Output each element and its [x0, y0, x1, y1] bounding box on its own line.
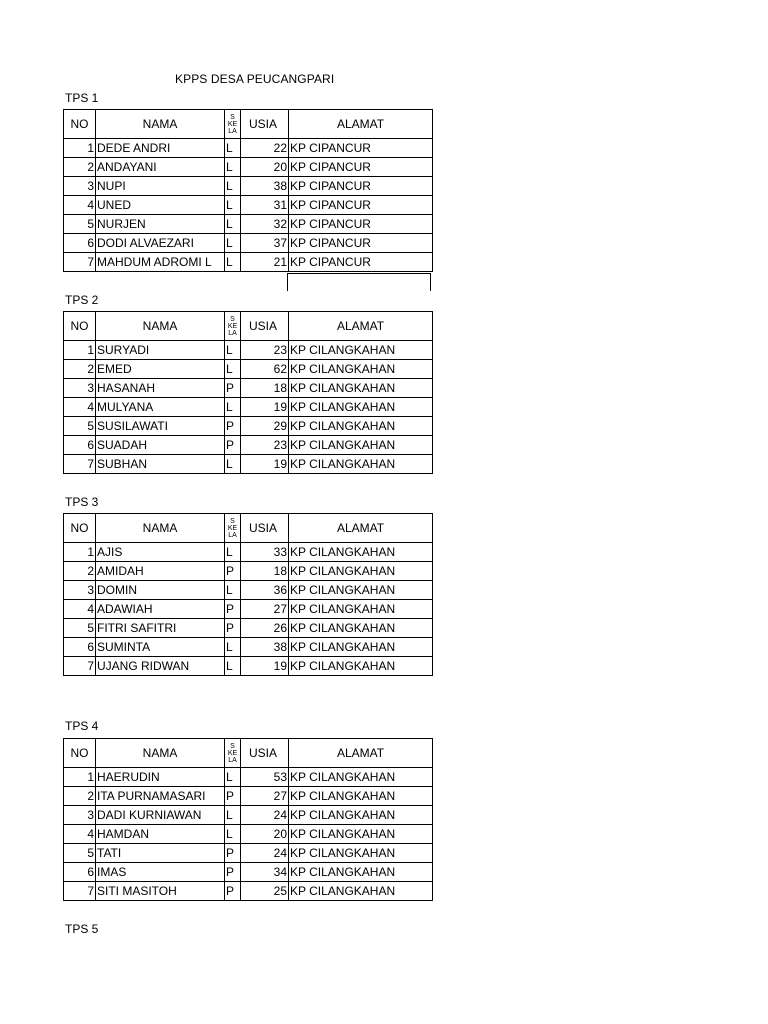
cell-nama: UNED [96, 196, 225, 215]
cell-usia: 27 [241, 600, 289, 619]
cell-alamat: KP CIPANCUR [289, 196, 433, 215]
header-jk-line: LA [228, 756, 237, 764]
cell-usia: 33 [241, 543, 289, 562]
cell-jenis-kelamin: P [225, 882, 241, 901]
cell-alamat: KP CIPANCUR [289, 234, 433, 253]
kpps-table [63, 109, 433, 272]
cell-usia: 18 [241, 379, 289, 398]
cell-nama: SUBHAN [96, 455, 225, 474]
header-nama: NAMA [96, 110, 225, 139]
cell-jenis-kelamin: P [225, 844, 241, 863]
cell-nama: AJIS [96, 543, 225, 562]
table-header-row [64, 110, 433, 139]
table-header-row [64, 514, 433, 543]
table-row [64, 863, 433, 882]
header-jk-line: S [230, 113, 235, 121]
cell-no: 2 [64, 562, 96, 581]
table-row [64, 158, 433, 177]
cell-alamat: KP CILANGKAHAN [289, 398, 433, 417]
header-alamat: ALAMAT [289, 739, 433, 768]
kpps-table [63, 311, 433, 474]
cell-usia: 22 [241, 139, 289, 158]
cell-alamat: KP CILANGKAHAN [289, 379, 433, 398]
table-row [64, 379, 433, 398]
table-row [64, 882, 433, 901]
cell-usia: 19 [241, 398, 289, 417]
cell-usia: 25 [241, 882, 289, 901]
cell-no: 1 [64, 139, 96, 158]
cell-jenis-kelamin: P [225, 619, 241, 638]
header-jk-line: KE [227, 749, 238, 757]
table-row [64, 638, 433, 657]
cell-no: 3 [64, 806, 96, 825]
cell-alamat: KP CILANGKAHAN [289, 882, 433, 901]
cell-alamat: KP CILANGKAHAN [289, 600, 433, 619]
cell-jenis-kelamin: P [225, 600, 241, 619]
cell-no: 3 [64, 177, 96, 196]
cell-jenis-kelamin: L [225, 139, 241, 158]
table-row [64, 177, 433, 196]
header-jk-line: S [230, 315, 235, 323]
cell-usia: 21 [241, 253, 289, 272]
table-row [64, 600, 433, 619]
tps-label: TPS 5 [65, 922, 99, 936]
cell-alamat: KP CILANGKAHAN [289, 619, 433, 638]
cell-no: 3 [64, 379, 96, 398]
header-jenis-kelamin [225, 110, 241, 139]
cell-jenis-kelamin: P [225, 863, 241, 882]
cell-jenis-kelamin: L [225, 543, 241, 562]
cell-nama: HASANAH [96, 379, 225, 398]
cell-usia: 26 [241, 619, 289, 638]
cell-no: 5 [64, 619, 96, 638]
cell-no: 4 [64, 398, 96, 417]
cell-alamat: KP CILANGKAHAN [289, 863, 433, 882]
table-header-row [64, 312, 433, 341]
cell-no: 5 [64, 844, 96, 863]
header-usia: USIA [241, 312, 289, 341]
cell-no: 4 [64, 196, 96, 215]
header-nama: NAMA [96, 312, 225, 341]
cell-nama: ADAWIAH [96, 600, 225, 619]
cell-alamat: KP CIPANCUR [289, 158, 433, 177]
cell-alamat: KP CIPANCUR [289, 139, 433, 158]
tps-label: TPS 3 [65, 495, 99, 509]
cell-nama: IMAS [96, 863, 225, 882]
cell-no: 6 [64, 638, 96, 657]
cell-jenis-kelamin: L [225, 234, 241, 253]
cell-no: 1 [64, 768, 96, 787]
cell-no: 6 [64, 863, 96, 882]
table-row [64, 215, 433, 234]
cell-alamat: KP CILANGKAHAN [289, 844, 433, 863]
cell-no: 1 [64, 341, 96, 360]
cell-jenis-kelamin: L [225, 806, 241, 825]
cell-alamat: KP CIPANCUR [289, 253, 433, 272]
header-jk-line: S [230, 517, 235, 525]
header-usia: USIA [241, 514, 289, 543]
cell-jenis-kelamin: L [225, 360, 241, 379]
cell-no: 1 [64, 543, 96, 562]
cell-nama: SURYADI [96, 341, 225, 360]
table-row [64, 417, 433, 436]
cell-usia: 24 [241, 844, 289, 863]
table-row [64, 844, 433, 863]
cell-no: 5 [64, 215, 96, 234]
table-row [64, 619, 433, 638]
table-row [64, 360, 433, 379]
cell-nama: HAMDAN [96, 825, 225, 844]
cell-jenis-kelamin: L [225, 196, 241, 215]
cell-no: 2 [64, 360, 96, 379]
cell-nama: SITI MASITOH [96, 882, 225, 901]
cell-jenis-kelamin: L [225, 581, 241, 600]
cell-nama: DODI ALVAEZARI [96, 234, 225, 253]
header-jenis-kelamin [225, 514, 241, 543]
cell-nama: ANDAYANI [96, 158, 225, 177]
cell-usia: 37 [241, 234, 289, 253]
cell-alamat: KP CIPANCUR [289, 177, 433, 196]
cell-alamat: KP CILANGKAHAN [289, 806, 433, 825]
cell-usia: 20 [241, 825, 289, 844]
header-jk-line: LA [228, 329, 237, 337]
cell-jenis-kelamin: L [225, 341, 241, 360]
header-jk-line: LA [228, 127, 237, 135]
cell-nama: DADI KURNIAWAN [96, 806, 225, 825]
cell-alamat: KP CILANGKAHAN [289, 341, 433, 360]
cell-jenis-kelamin: P [225, 379, 241, 398]
header-no: NO [64, 312, 96, 341]
table-row [64, 562, 433, 581]
cell-nama: MULYANA [96, 398, 225, 417]
cell-jenis-kelamin: L [225, 398, 241, 417]
header-nama: NAMA [96, 739, 225, 768]
cell-no: 7 [64, 882, 96, 901]
cell-jenis-kelamin: P [225, 417, 241, 436]
cell-nama: HAERUDIN [96, 768, 225, 787]
cell-no: 5 [64, 417, 96, 436]
cell-usia: 19 [241, 657, 289, 676]
table-row [64, 341, 433, 360]
cell-jenis-kelamin: L [225, 638, 241, 657]
table-row [64, 543, 433, 562]
cell-usia: 19 [241, 455, 289, 474]
cell-alamat: KP CILANGKAHAN [289, 787, 433, 806]
cell-usia: 23 [241, 436, 289, 455]
header-jk-line: KE [227, 322, 238, 330]
cell-nama: TATI [96, 844, 225, 863]
cell-alamat: KP CILANGKAHAN [289, 562, 433, 581]
cell-alamat: KP CILANGKAHAN [289, 417, 433, 436]
cell-nama: SUMINTA [96, 638, 225, 657]
header-alamat: ALAMAT [289, 312, 433, 341]
cell-usia: 20 [241, 158, 289, 177]
cell-alamat: KP CILANGKAHAN [289, 455, 433, 474]
cell-jenis-kelamin: P [225, 787, 241, 806]
cell-usia: 23 [241, 341, 289, 360]
table-row [64, 581, 433, 600]
cell-usia: 36 [241, 581, 289, 600]
cell-nama: MAHDUM ADROMI L [96, 253, 225, 272]
cell-alamat: KP CIPANCUR [289, 215, 433, 234]
header-jk-line: S [230, 742, 235, 750]
header-nama: NAMA [96, 514, 225, 543]
table-row [64, 436, 433, 455]
cell-usia: 29 [241, 417, 289, 436]
table-row [64, 806, 433, 825]
table-row [64, 787, 433, 806]
cell-no: 4 [64, 825, 96, 844]
cell-nama: SUADAH [96, 436, 225, 455]
cell-alamat: KP CILANGKAHAN [289, 825, 433, 844]
cell-usia: 38 [241, 638, 289, 657]
cell-no: 2 [64, 158, 96, 177]
cell-nama: FITRI SAFITRI [96, 619, 225, 638]
cell-nama: ITA PURNAMASARI [96, 787, 225, 806]
table-row [64, 234, 433, 253]
table-row [64, 253, 433, 272]
header-alamat: ALAMAT [289, 514, 433, 543]
tps-label: TPS 1 [65, 91, 99, 105]
cell-jenis-kelamin: L [225, 455, 241, 474]
cell-alamat: KP CILANGKAHAN [289, 581, 433, 600]
table-row [64, 398, 433, 417]
header-jk-line: KE [227, 524, 238, 532]
cell-jenis-kelamin: L [225, 768, 241, 787]
cell-nama: AMIDAH [96, 562, 225, 581]
header-usia: USIA [241, 739, 289, 768]
cell-usia: 34 [241, 863, 289, 882]
cell-jenis-kelamin: P [225, 562, 241, 581]
cell-usia: 38 [241, 177, 289, 196]
cell-jenis-kelamin: L [225, 215, 241, 234]
cell-alamat: KP CILANGKAHAN [289, 360, 433, 379]
table-row [64, 139, 433, 158]
cell-usia: 62 [241, 360, 289, 379]
cell-jenis-kelamin: P [225, 436, 241, 455]
cell-usia: 27 [241, 787, 289, 806]
header-usia: USIA [241, 110, 289, 139]
cell-nama: NUPI [96, 177, 225, 196]
cell-alamat: KP CILANGKAHAN [289, 657, 433, 676]
header-jk-line: KE [227, 120, 238, 128]
cell-jenis-kelamin: L [225, 657, 241, 676]
cell-usia: 53 [241, 768, 289, 787]
header-jenis-kelamin [225, 312, 241, 341]
cell-no: 6 [64, 234, 96, 253]
table-row [64, 657, 433, 676]
cell-alamat: KP CILANGKAHAN [289, 543, 433, 562]
cell-no: 6 [64, 436, 96, 455]
cell-usia: 31 [241, 196, 289, 215]
tps-label: TPS 4 [65, 719, 99, 733]
tps-label: TPS 2 [65, 293, 99, 307]
cell-usia: 18 [241, 562, 289, 581]
header-jenis-kelamin [225, 739, 241, 768]
cell-jenis-kelamin: L [225, 177, 241, 196]
cell-nama: NURJEN [96, 215, 225, 234]
cell-nama: SUSILAWATI [96, 417, 225, 436]
header-alamat: ALAMAT [289, 110, 433, 139]
cell-no: 2 [64, 787, 96, 806]
cell-no: 7 [64, 455, 96, 474]
cell-alamat: KP CILANGKAHAN [289, 768, 433, 787]
cell-nama: DOMIN [96, 581, 225, 600]
cell-usia: 32 [241, 215, 289, 234]
table-row [64, 768, 433, 787]
cell-jenis-kelamin: L [225, 825, 241, 844]
cell-no: 7 [64, 657, 96, 676]
header-no: NO [64, 739, 96, 768]
cell-usia: 24 [241, 806, 289, 825]
table-row [64, 455, 433, 474]
document-title: KPPS DESA PEUCANGPARI [175, 72, 335, 86]
table-row [64, 196, 433, 215]
cell-jenis-kelamin: L [225, 158, 241, 177]
cell-jenis-kelamin: L [225, 253, 241, 272]
cell-no: 4 [64, 600, 96, 619]
header-no: NO [64, 514, 96, 543]
header-jk-line: LA [228, 531, 237, 539]
cell-nama: UJANG RIDWAN [96, 657, 225, 676]
cell-alamat: KP CILANGKAHAN [289, 436, 433, 455]
tps1-trailing-cell [287, 273, 431, 291]
cell-no: 3 [64, 581, 96, 600]
cell-no: 7 [64, 253, 96, 272]
cell-nama: DEDE ANDRI [96, 139, 225, 158]
table-header-row [64, 739, 433, 768]
header-no: NO [64, 110, 96, 139]
kpps-table [63, 513, 433, 676]
cell-alamat: KP CILANGKAHAN [289, 638, 433, 657]
cell-nama: EMED [96, 360, 225, 379]
table-row [64, 825, 433, 844]
kpps-table [63, 738, 433, 901]
